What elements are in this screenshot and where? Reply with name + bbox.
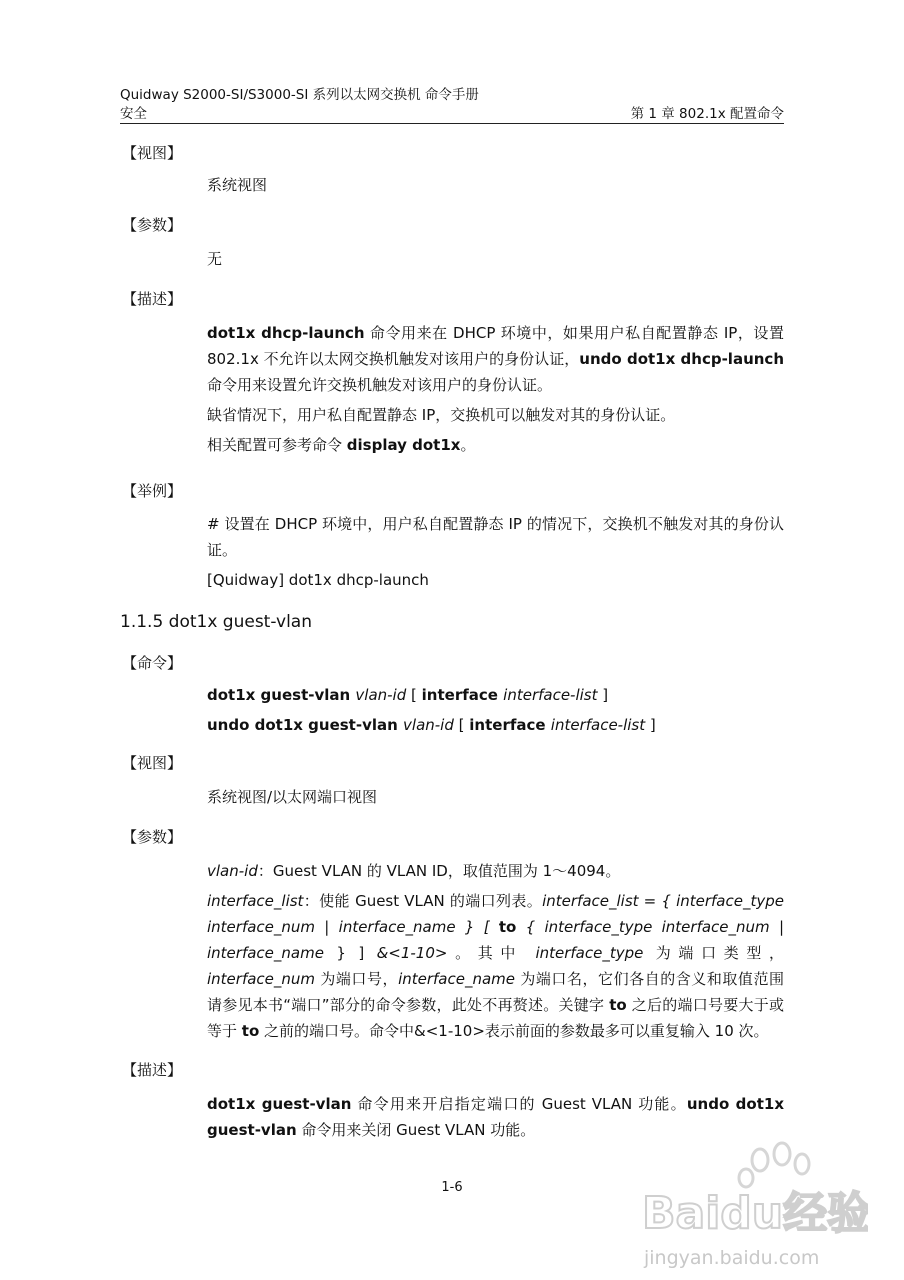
cmd-arg-1: vlan-id [355,686,407,704]
header-chapter: 第 1 章 802.1x 配置命令 [630,106,784,122]
desc-1-text-2: 命令用来设置允许交换机触发对该用户的身份认证。 [207,376,553,394]
desc-1-para-1 [207,320,784,398]
example-comment: # 设置在 DHCP 环境中，用户私自配置静态 IP 的情况下，交换机不触发对其的身份认证。 [207,515,784,559]
p2-i7: interface_name [398,970,516,988]
p2-t2: } ] [323,944,377,962]
cmd-kw-3: undo dot1x guest-vlan [207,716,404,734]
desc-2-body [207,1091,784,1143]
param-vlan-id-desc: ：Guest VLAN 的 VLAN ID，取值范围为 1～4094。 [257,862,621,880]
p2-t7: 之后的端口号要大于或等于 [207,996,784,1040]
cmd-dhcp-launch: dot1x dhcp-launch [207,324,365,342]
kw-to-1: to [498,918,517,936]
desc-2-text-2: 命令用来关闭 Guest VLAN 功能。 [296,1121,536,1139]
command-line-2 [207,712,784,738]
example-body [207,511,784,593]
cmd-guest-vlan: dot1x guest-vlan [207,1095,352,1113]
baidu-watermark [638,1140,868,1275]
header-section: 安全 [120,106,147,122]
example-code: [Quidway] dot1x dhcp-launch [207,571,429,589]
section-desc-1: 【描述】 [122,290,183,308]
cmd-display-dot1x: display dot1x [346,436,461,454]
p2-i4: &<1-10> [376,944,448,962]
header-title: Quidway S2000-SI/S3000-SI 系列以太网交换机 命令手册 [120,87,479,103]
section-params-2: 【参数】 [122,828,183,846]
header-subtitle-row [120,105,784,123]
cmd-br-1: [ [406,686,422,704]
desc-1-para-2: 缺省情况下，用户私自配置静态 IP，交换机可以触发对其的身份认证。 [207,406,676,424]
section-view-2: 【视图】 [122,754,183,772]
desc-1-text-1: 命令用来在 DHCP 环境中，如果用户私自配置静态 IP，设置 802.1x 不允许以太网交换机触发对该用户的身份认证， [207,324,784,368]
command-body [207,682,784,738]
cmd-arg-2: interface-list [503,686,598,704]
cmd-arg-4: interface-list [550,716,646,734]
watermark-brand: Baidu经验 [642,1188,868,1239]
cmd-arg-3: vlan-id [403,716,454,734]
section-params-1: 【参数】 [122,216,183,234]
cmd-kw-4: interface [469,716,551,734]
p2-t5: 为端口号， [315,970,399,988]
p2-t6: 为端口名，它们各自的含义和取值范围请参见本书“端口”部分的命令参数，此处不再赘述。关键字 [207,970,784,1014]
p2-t1: ：使能 Guest VLAN 的端口列表。 [303,892,543,910]
param-vlan-id: vlan-id [207,862,258,880]
params-1-text: 无 [207,250,223,268]
p2-i2: interface_list = { interface_type interface_num | interface_name } [ [207,892,784,936]
watermark-url: jingyan.baidu.com [644,1247,820,1269]
cmd-br-2: ] [597,686,609,704]
desc-1-p3-post: 。 [460,436,476,454]
desc-1-p3-pre: 相关配置可参考命令 [207,436,347,454]
desc-2-para [207,1091,784,1143]
section-command: 【命令】 [122,654,183,672]
cmd-br-4: ] [645,716,656,734]
cmd-kw-2: interface [421,686,504,704]
section-desc-2: 【描述】 [122,1061,183,1079]
p2-t8: 之前的端口号。命令中&<1-10>表示前面的参数最多可以重复输入 10 次。 [259,1022,769,1040]
section-view-1: 【视图】 [122,144,183,162]
param-interface-list: interface_list [207,892,304,910]
params-2-para-2 [207,888,784,1044]
desc-1-body [207,320,784,458]
params-2-para-1 [207,858,784,884]
cmd-undo-dhcp-launch: undo dot1x dhcp-launch [579,350,784,368]
kw-to-2: to [609,996,627,1014]
cmd-undo-guest-vlan: undo dot1x guest-vlan [207,1095,785,1139]
kw-to-3: to [241,1022,260,1040]
p2-t3: 。其中 [447,944,536,962]
baidu-paw-logo-icon [638,1140,868,1275]
params-2-body [207,858,784,1044]
cmd-kw-1: dot1x guest-vlan [207,686,356,704]
view-1-text: 系统视图 [207,176,268,194]
view-2-text: 系统视图/以太网端口视图 [207,788,378,806]
p2-t4: 为端口类型， [643,944,784,962]
p2-i6: interface_num [207,970,316,988]
section-heading: 1.1.5 dot1x guest-vlan [120,612,312,632]
desc-1-para-3 [207,432,784,458]
p2-i5: interface_type [535,944,644,962]
command-line-1 [207,682,784,708]
cmd-br-3: [ [453,716,470,734]
page-number: 1-6 [441,1180,463,1195]
p2-i3: { interface_type interface_num | interface_name [207,918,784,962]
desc-2-text-1: 命令用来开启指定端口的 Guest VLAN 功能。 [351,1095,687,1113]
header-rule [120,123,784,124]
section-example: 【举例】 [122,482,183,500]
